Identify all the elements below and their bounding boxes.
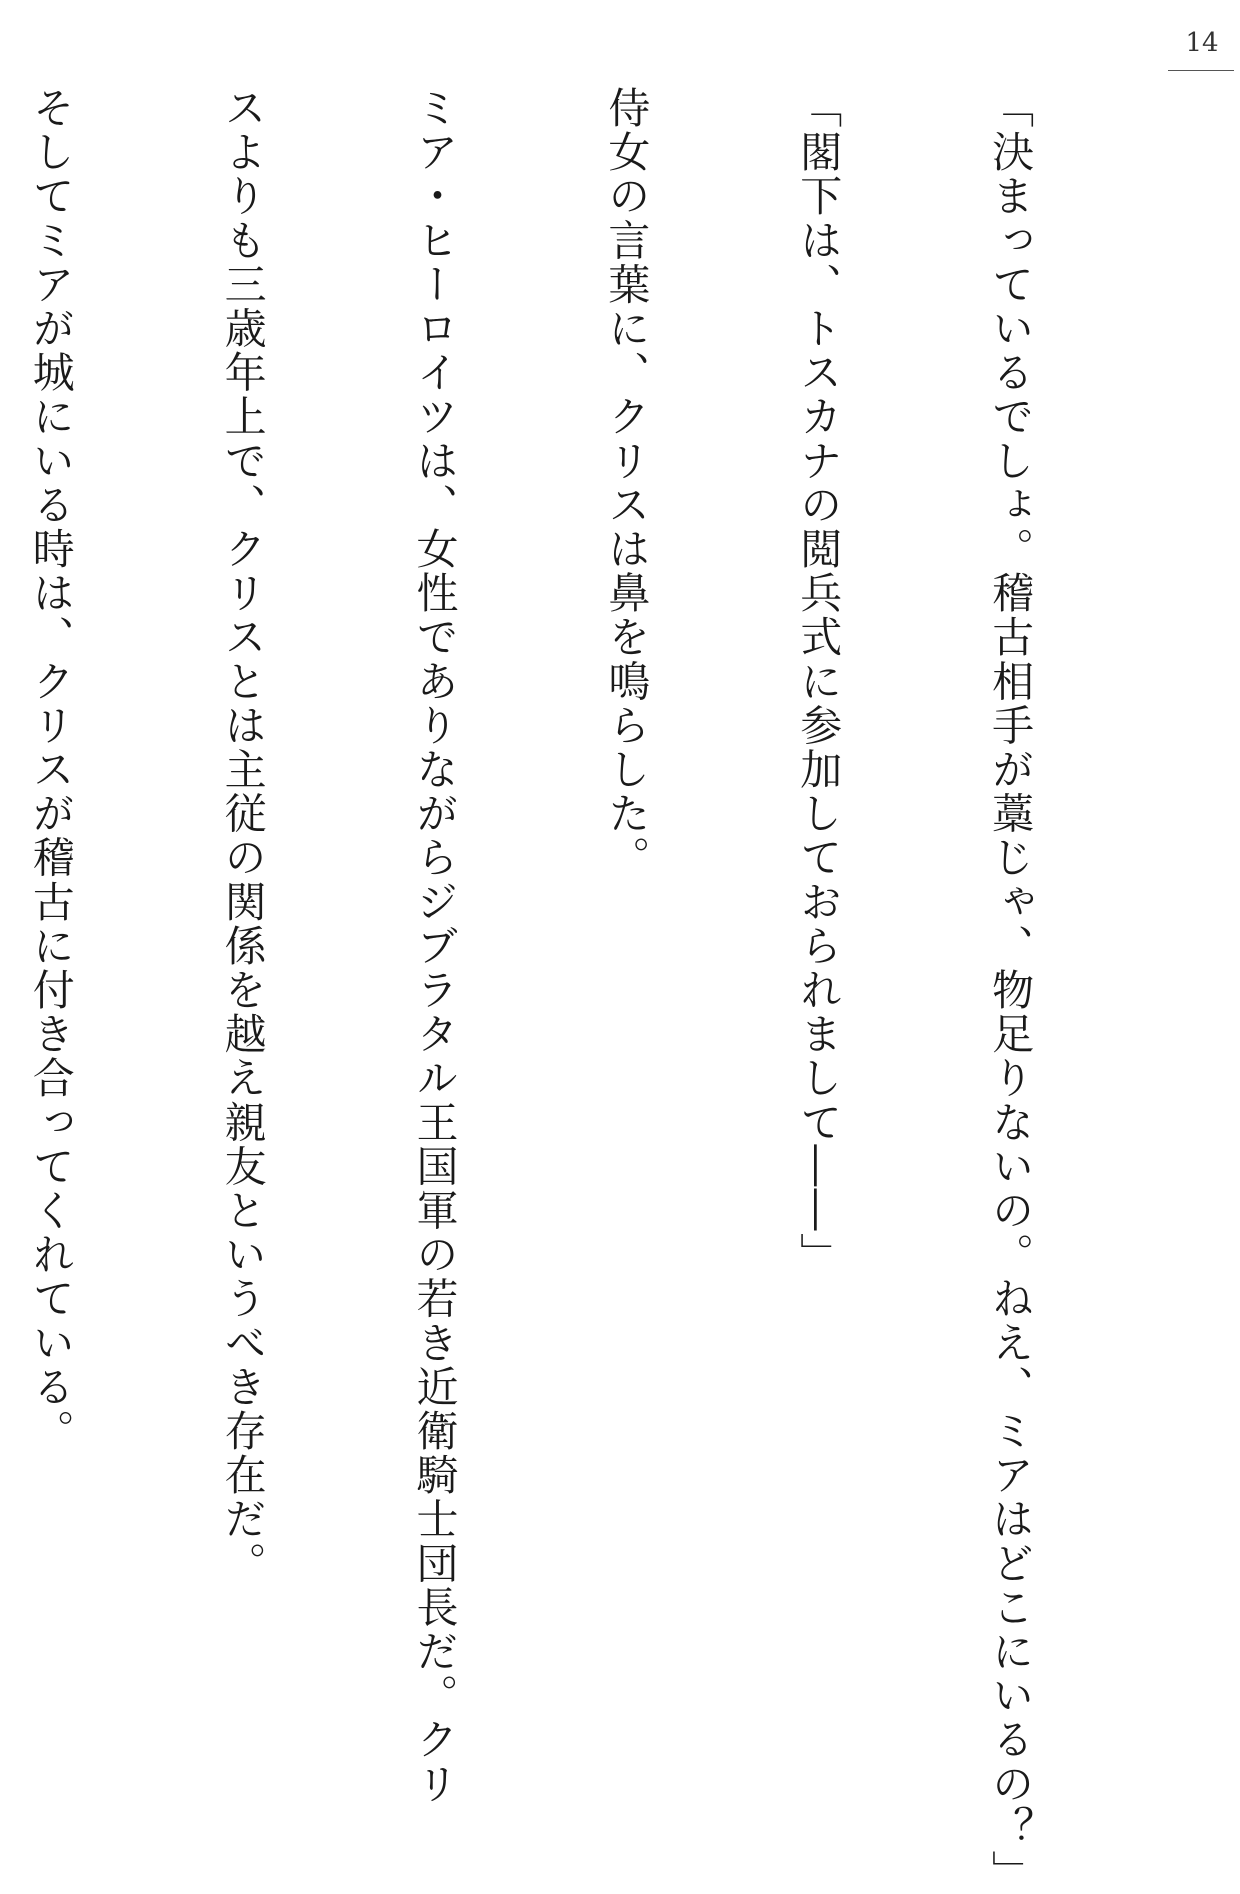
- page-number-rule: [1168, 70, 1234, 71]
- text-line-3: 侍女の言葉に、クリスは鼻を鳴らした。: [602, 86, 652, 880]
- page-number: 14: [1185, 28, 1219, 58]
- text-line-5: スよりも三歳年上で、クリスとは主従の関係を越え親友というべき存在だ。: [218, 86, 268, 1586]
- text-line-4: ミア・ヒーロイツは、女性でありながらジブラタル王国軍の若き近衛騎士団長だ。クリ: [410, 86, 460, 1806]
- text-line-6: そしてミアが城にいる時は、クリスが稽古に付き合ってくれている。: [26, 86, 76, 1454]
- text-line-1: 「決まっているでしょ。稽古相手が藁じゃ、物足りないの。ねえ、ミアはどこにいるの？」: [986, 86, 1036, 1894]
- text-line-2: 「閣下は、トスカナの閲兵式に参加しておられまして――」: [794, 86, 844, 1277]
- vertical-text-body: [0, 86, 1170, 1894]
